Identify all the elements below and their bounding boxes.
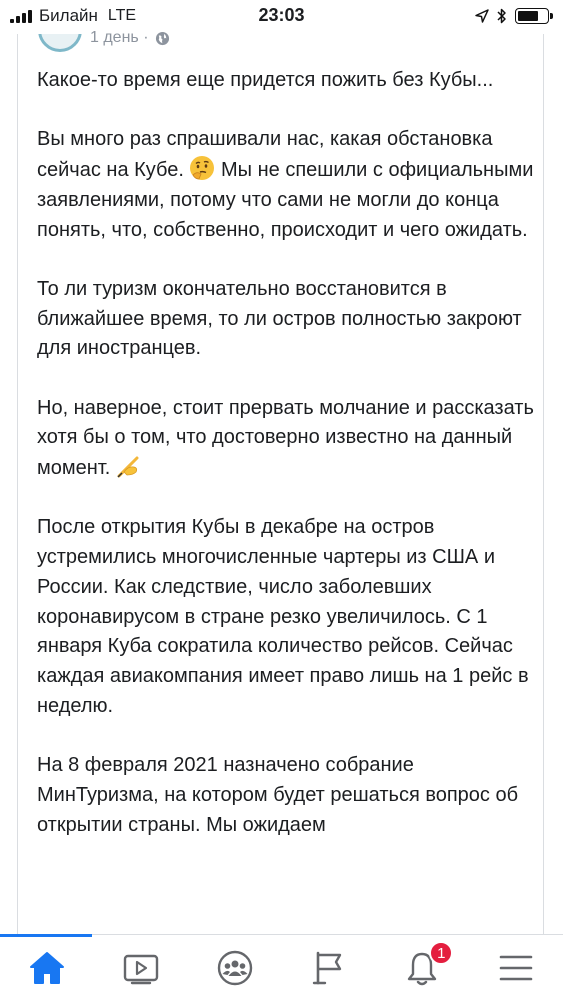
menu-hamburger-icon [498, 952, 534, 984]
tab-notifications[interactable] [375, 935, 469, 1000]
location-arrow-icon [475, 9, 489, 23]
status-right [475, 8, 549, 24]
bluetooth-icon [497, 8, 507, 24]
carrier-name: Билайн [39, 6, 98, 25]
thinking-face-emoji-icon [189, 155, 215, 181]
tab-watch[interactable] [94, 935, 188, 1000]
network-type: LTE [107, 7, 137, 24]
post-paragraph: То ли туризм окончательно восстановится в ближайшее время, то ли остров полностью закроют для иностранцев. [37, 277, 522, 360]
globe-icon [155, 31, 170, 46]
battery-icon [515, 8, 549, 24]
post-meta [90, 29, 170, 47]
post-paragraph: На 8 февраля 2021 назначено собрание МинТуризма, на котором будет решаться вопрос об открытии страны. Мы ожидаем [37, 754, 519, 836]
tab-menu[interactable] [469, 935, 563, 1000]
home-icon [29, 951, 65, 985]
writing-hand-emoji-icon [116, 453, 142, 479]
flag-icon [311, 950, 345, 986]
tab-pages[interactable] [281, 935, 375, 1000]
tab-groups[interactable] [188, 935, 282, 1000]
post-paragraph: Какое-то время еще придется пожить без Кубы... [37, 69, 494, 91]
post-paragraph: После открытия Кубы в декабре на остров устремились многочисленные чартеры из США и России. Как следствие, число заболевших коронавирусом в стране резко увеличилось. С 1 января Куба сократила количество рейсов. Сейчас каждая авиакомпания имеет право лишь на 1 рейс в неделю. [37, 516, 529, 717]
status-bar [0, 0, 563, 34]
post-time[interactable]: 1 день · [90, 29, 149, 46]
post-text [37, 66, 537, 870]
tab-home[interactable] [0, 935, 94, 1000]
card-border-left [17, 34, 18, 934]
post-paragraph: Но, наверное, стоит прервать молчание и рассказать хотя бы о том, что достоверно известно на данный момент. [37, 396, 534, 480]
post-paragraph: Вы много раз спрашивали нас, какая обстановка сейчас на Кубе. Мы не спешили с официальными заявлениями, потому что сами не могли до конца понять, что, собственно, происходит и чего ожидать. [37, 128, 534, 241]
card-border-right [543, 34, 544, 934]
clock: 23:03 [258, 5, 305, 25]
bottom-tab-bar [0, 934, 563, 1000]
groups-icon [216, 949, 254, 987]
notification-count-badge: 1 [429, 941, 453, 965]
video-play-icon [122, 951, 160, 985]
